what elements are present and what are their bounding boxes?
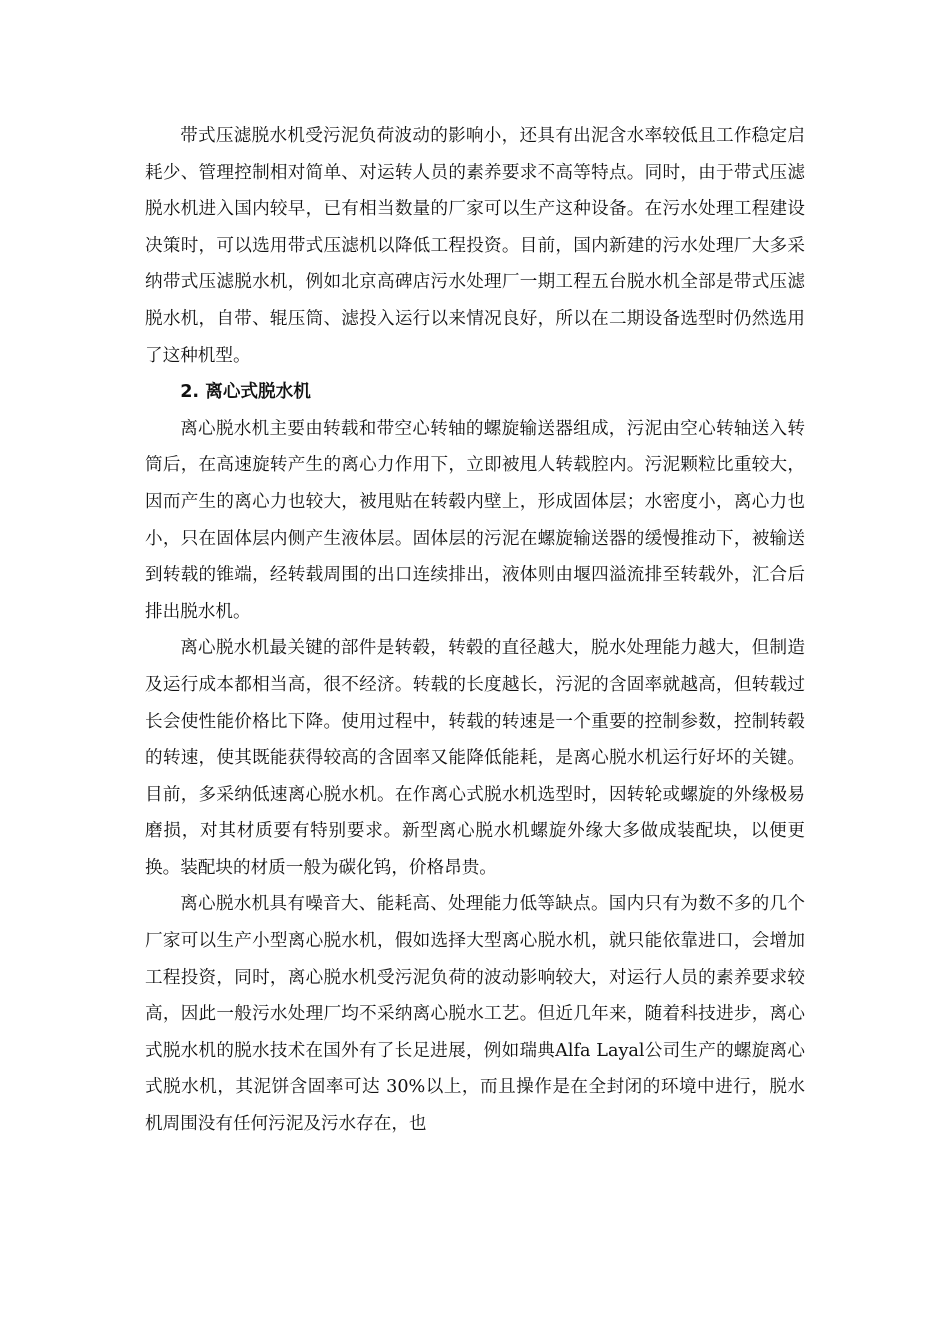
paragraph-centrifuge-structure: 离心脱水机主要由转载和带空心转轴的螺旋输送器组成，污泥由空心转轴送入转筒后，在高速旋转产生的离心力作用下，立即被甩人转载腔内。污泥颗粒比重较大，因而产生的离心力也较大，被甩贴在转毂内壁上，形成固体层；水密度小，离心力也小，只在固体层内侧产生液体层。固体层的污泥在螺旋输送器的缓慢推动下，被输送到转载的锥端，经转载周围的出口连续排出，液体则由堰四溢流排至转载外，汇合后排出脱水机。 <box>145 418 805 622</box>
paragraph-belt-press: 带式压滤脱水机受污泥负荷波动的影响小，还具有出泥含水率较低且工作稳定启耗少、管理控制相对简单、对运转人员的素养要求不高等特点。同时，由于带式压滤脱水机进入国内较早，已有相当数量的厂家可以生产这种设备。在污水处理工程建设决策时，可以选用带式压滤机以降低工程投资。目前，国内新建的污水处理厂大多采纳带式压滤脱水机，例如北京高碑店污水处理厂一期工程五台脱水机全部是带式压滤脱水机，自带、辊压筒、滤投入运行以来情况良好，所以在二期设备选型时仍然选用了这种机型。 <box>145 126 805 366</box>
document-body <box>145 118 805 1143</box>
paragraph-centrifuge-drum: 离心脱水机最关键的部件是转毂，转毂的直径越大，脱水处理能力越大，但制造及运行成本都相当高，很不经济。转载的长度越长，污泥的含固率就越高，但转载过长会使性能价格比下降。使用过程中，转载的转速是一个重要的控制参数，控制转毂的转速，使其既能获得较高的含固率又能降低能耗，是离心脱水机运行好坏的关键。目前，多采纳低速离心脱水机。在作离心式脱水机选型时，因转轮或螺旋的外缘极易磨损，对其材质要有特别要求。新型离心脱水机螺旋外缘大多做成装配块，以便更换。装配块的材质一般为碳化钨，价格昂贵。 <box>145 638 805 878</box>
section-heading-centrifuge: 2. 离心式脱水机 <box>180 382 311 403</box>
paragraph-centrifuge-drawbacks: 离心脱水机具有噪音大、能耗高、处理能力低等缺点。国内只有为数不多的几个厂家可以生产小型离心脱水机，假如选择大型离心脱水机，就只能依靠进口，会增加工程投资，同时，离心脱水机受污泥负荷的波动影响较大，对运行人员的素养要求较高，因此一般污水处理厂均不采纳离心脱水工艺。但近几年来，随着科技进步，离心式脱水机的脱水技术在国外有了长足进展，例如瑞典Alfa Layal公司生产的螺旋离心式脱水机，其泥饼含固率可达 30%以上，而且操作是在全封闭的环境中进行，脱水机周围没有任何污泥及污水存在，也 <box>145 894 805 1135</box>
